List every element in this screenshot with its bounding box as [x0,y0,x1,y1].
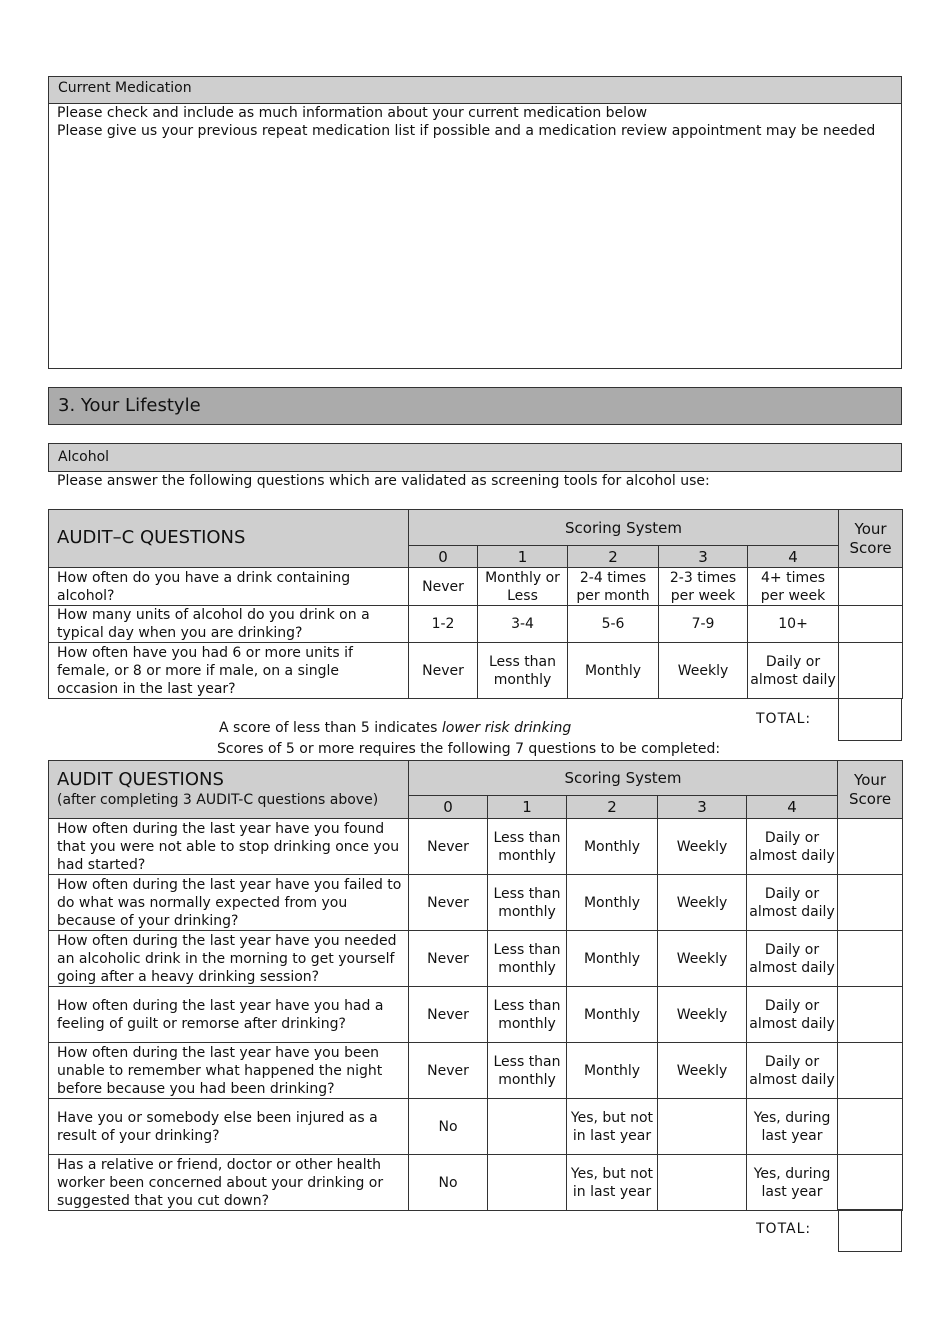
answer-option [658,1155,747,1211]
medication-header [48,76,902,104]
answer-option: 10+ [748,606,839,643]
answer-option: Monthly [567,819,658,875]
answer-option: Daily or almost daily [747,1043,838,1099]
audit-score-col: 4 [747,796,838,819]
answer-option: 3-4 [478,606,568,643]
answer-option: Yes, during last year [747,1155,838,1211]
auditc-score-col: 1 [478,546,568,568]
answer-option: Weekly [658,1043,747,1099]
question-text: How often during the last year have you found that you were not able to stop drinking once you had started? [49,819,409,875]
auditc-total-label: TOTAL: [756,711,812,727]
question-text: How often during the last year have you been unable to remember what happened the night before because you had been drinking? [49,1043,409,1099]
audit-your-score-header [838,761,903,819]
audit-subtitle: (after completing 3 AUDIT-C questions above) [57,792,379,808]
question-text: How often have you had 6 or more units if female, or 8 or more if male, on a single occasion in the last year? [49,643,409,699]
your-score-line-2: Score [849,538,892,557]
score-input-cell[interactable] [839,643,903,699]
answer-option: Monthly [567,875,658,931]
answer-option: Never [409,819,488,875]
answer-option: Less than monthly [488,931,567,987]
auditc-score-col: 0 [409,546,478,568]
score-input-cell[interactable] [838,875,903,931]
table-row [49,1155,903,1211]
audit-title-cell [49,761,409,819]
alcohol-intro: Please answer the following questions which are validated as screening tools for alcohol use: [57,473,710,489]
answer-option: Weekly [659,643,748,699]
answer-option: Never [409,987,488,1043]
answer-option: Less than monthly [488,875,567,931]
auditc-title-cell [49,510,409,568]
answer-option: Less than monthly [478,643,568,699]
question-text: Has a relative or friend, doctor or other health worker been concerned about your drinking or suggested that you cut down? [49,1155,409,1211]
table-row [49,987,903,1043]
audit-scoring-label: Scoring System [409,761,838,796]
answer-option: 2-3 times per week [659,568,748,606]
answer-option [488,1155,567,1211]
audit-total-label: TOTAL: [756,1221,812,1237]
answer-option: Daily or almost daily [747,987,838,1043]
audit-score-col: 3 [658,796,747,819]
answer-option: Never [409,568,478,606]
auditc-score-col: 4 [748,546,839,568]
answer-option: Less than monthly [488,987,567,1043]
auditc-score-col: 3 [659,546,748,568]
answer-option: Weekly [658,819,747,875]
question-text: Have you or somebody else been injured as a result of your drinking? [49,1099,409,1155]
table-row [49,568,903,606]
score-input-cell[interactable] [838,1043,903,1099]
answer-option: Yes, during last year [747,1099,838,1155]
answer-option: Monthly or Less [478,568,568,606]
auditc-title: AUDIT–C QUESTIONS [57,527,246,548]
answer-option: No [409,1099,488,1155]
answer-option [488,1099,567,1155]
answer-option: Daily or almost daily [747,931,838,987]
note-italic-text: lower risk drinking [441,720,572,736]
table-row [49,643,903,699]
answer-option: Yes, but not in last year [567,1099,658,1155]
table-row [49,606,903,643]
audit-score-col: 1 [488,796,567,819]
table-row [49,931,903,987]
answer-option [658,1099,747,1155]
medication-box [48,76,902,369]
auditc-note-2: Scores of 5 or more requires the following 7 questions to be completed: [217,741,721,757]
answer-option: Monthly [567,987,658,1043]
score-input-cell[interactable] [838,1155,903,1211]
table-row [49,1043,903,1099]
auditc-score-col: 2 [568,546,659,568]
your-score-line-1: Your [854,519,887,538]
medication-header-label: Current Medication [58,80,192,96]
question-text: How often during the last year have you failed to do what was normally expected from you because of your drinking? [49,875,409,931]
table-row [49,875,903,931]
answer-option: Less than monthly [488,1043,567,1099]
question-text: How many units of alcohol do you drink on a typical day when you are drinking? [49,606,409,643]
question-text: How often during the last year have you had a feeling of guilt or remorse after drinking? [49,987,409,1043]
audit-score-col: 0 [409,796,488,819]
auditc-note [219,720,571,736]
your-score-line-1: Your [854,770,887,789]
answer-option: Less than monthly [488,819,567,875]
answer-option: Never [409,875,488,931]
auditc-your-score-header [839,510,903,568]
answer-option: Daily or almost daily [748,643,839,699]
answer-option: No [409,1155,488,1211]
lifestyle-title: 3. Your Lifestyle [58,395,201,416]
answer-option: 4+ times per week [748,568,839,606]
answer-option: Weekly [658,931,747,987]
answer-option: 1-2 [409,606,478,643]
audit-score-col: 2 [567,796,658,819]
medication-entry-area[interactable] [49,143,901,368]
alcohol-header-label: Alcohol [58,449,110,465]
answer-option: Yes, but not in last year [567,1155,658,1211]
audit-total-input[interactable] [838,1209,902,1252]
question-text: How often do you have a drink containing alcohol? [49,568,409,606]
audit-table [48,760,903,1211]
answer-option: Never [409,643,478,699]
question-text: How often during the last year have you needed an alcoholic drink in the morning to get yourself going after a heavy drinking session? [49,931,409,987]
answer-option: 7-9 [659,606,748,643]
score-input-cell[interactable] [838,931,903,987]
answer-option: Daily or almost daily [747,819,838,875]
answer-option: 2-4 times per month [568,568,659,606]
score-input-cell[interactable] [838,819,903,875]
answer-option: Never [409,1043,488,1099]
answer-option: Monthly [567,931,658,987]
your-score-line-2: Score [849,789,892,808]
answer-option: Daily or almost daily [747,875,838,931]
answer-option: Weekly [658,987,747,1043]
answer-option: Monthly [567,1043,658,1099]
audit-title: AUDIT QUESTIONS [57,769,224,790]
auditc-scoring-label: Scoring System [409,510,839,546]
medication-line-1: Please check and include as much information about your current medication below [57,105,648,121]
score-input-cell[interactable] [838,987,903,1043]
answer-option: Weekly [658,875,747,931]
score-input-cell[interactable] [839,606,903,643]
auditc-table [48,509,903,699]
alcohol-header [48,443,902,472]
table-row [49,1099,903,1155]
answer-option: Never [409,931,488,987]
answer-option: Monthly [568,643,659,699]
table-row [49,819,903,875]
answer-option: 5-6 [568,606,659,643]
score-input-cell[interactable] [839,568,903,606]
auditc-total-input[interactable] [838,698,902,741]
lifestyle-section-header [48,387,902,425]
note-text: A score of less than 5 indicates [219,720,442,736]
medication-line-2: Please give us your previous repeat medication list if possible and a medication review appointment may be needed [57,123,876,139]
score-input-cell[interactable] [838,1099,903,1155]
